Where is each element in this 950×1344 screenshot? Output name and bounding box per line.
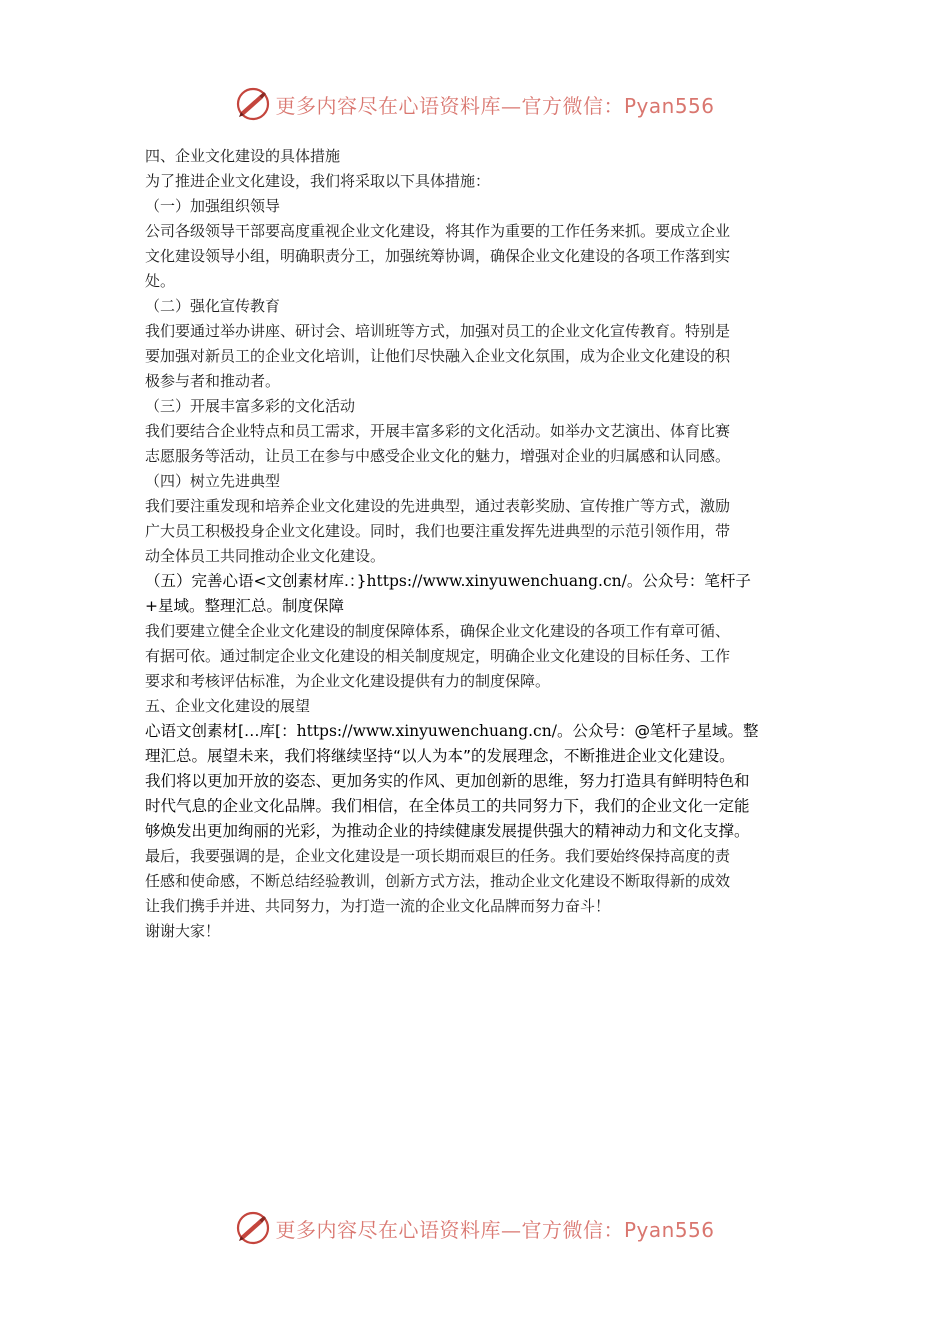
pen-logo-icon [235,86,271,122]
paragraph-line: 最后，我要强调的是，企业文化建设是一项长期而艰巨的任务。我们要始终保持高度的责 [145,847,731,865]
paragraph-line: 时代气息的企业文化品牌。我们相信，在全体员工的共同努力下，我们的企业文化一定能 [145,797,750,815]
inserted-ad-line [145,719,809,744]
inserted-ad-line [145,569,809,594]
paragraph-line: 要加强对新员工的企业文化培训，让他们尽快融入企业文化氛围，成为企业文化建设的积 [145,347,731,365]
pen-logo-icon [235,1210,271,1246]
paragraph-line: 让我们携手并进、共同努力，为打造一流的企业文化品牌而努力奋斗！ [145,897,611,915]
ad-url: https://www.xinyuwenchuang.cn/ [296,722,557,740]
banner-text [275,90,714,119]
subsection-heading: （一）加强组织领导 [145,197,281,215]
paragraph-line: 为了推进企业文化建设，我们将采取以下具体措施： [145,172,491,190]
paragraph-line: 志愿服务等活动，让员工在参与中感受企业文化的魅力，增强对企业的归属感和认同感。 [145,447,731,465]
paragraph-line: 理汇总。展望未来，我们将继续坚持“以人为本”的发展理念，不断推进企业文化建设。 [145,747,735,765]
paragraph-line: 我们要注重发现和培养企业文化建设的先进典型，通过表彰奖励、宣传推广等方式，激励 [145,497,731,515]
banner-wechat-id: Pyan556 [623,1217,715,1242]
paragraph-line: 够焕发出更加绚丽的光彩，为推动企业的持续健康发展提供强大的精神动力和文化支撑。 [145,822,750,840]
paragraph-line: 我们要建立健全企业文化建设的制度保障体系，确保企业文化建设的各项工作有章可循、 [145,622,731,640]
section-heading: 四、企业文化建设的具体措施 [145,147,341,165]
section-heading: 五、企业文化建设的展望 [145,697,311,715]
paragraph-line: 动全体员工共同推动企业文化建设。 [145,547,386,565]
ad-text: 心语文创素材[…库[： [145,722,297,740]
closing-line: 谢谢大家！ [145,922,221,940]
paragraph-line: 我们将以更加开放的姿态、更加务实的作风、更加创新的思维，努力打造具有鲜明特色和 [145,772,750,790]
footer-banner [0,1208,950,1248]
paragraph-line: 我们要结合企业特点和员工需求，开展丰富多彩的文化活动。如举办文艺演出、体育比赛 [145,422,731,440]
subsection-heading: （三）开展丰富多彩的文化活动 [145,397,356,415]
banner-slogan: 更多内容尽在心语资料库—官方微信： [275,93,624,118]
subsection-heading: （四）树立先进典型 [145,472,281,490]
ad-text: （五）完善心语<文创素材库.：} [145,572,367,590]
paragraph-line: 广大员工积极投身企业文化建设。同时，我们也要注重发挥先进典型的示范引领作用，带 [145,522,731,540]
paragraph-line: 有据可依。通过制定企业文化建设的相关制度规定，明确企业文化建设的目标任务、工作 [145,647,731,665]
document-body [145,144,809,944]
subsection-heading: +星域。整理汇总。制度保障 [145,597,344,615]
paragraph-line: 处。 [145,272,176,290]
paragraph-line: 公司各级领导干部要高度重视企业文化建设，将其作为重要的工作任务来抓。要成立企业 [145,222,731,240]
paragraph-line: 极参与者和推动者。 [145,372,281,390]
ad-text: 。公众号：@笔杆子星域。整 [556,722,759,740]
ad-url: https://www.xinyuwenchuang.cn/ [366,572,627,590]
subsection-heading: （二）强化宣传教育 [145,297,281,315]
header-banner [0,84,950,124]
banner-text [275,1214,714,1243]
paragraph-line: 我们要通过举办讲座、研讨会、培训班等方式，加强对员工的企业文化宣传教育。特别是 [145,322,731,340]
banner-slogan: 更多内容尽在心语资料库—官方微信： [275,1217,624,1242]
banner-wechat-id: Pyan556 [623,93,715,118]
ad-text: 。公众号：笔杆子 [626,572,751,590]
paragraph-line: 文化建设领导小组，明确职责分工，加强统筹协调，确保企业文化建设的各项工作落到实 [145,247,731,265]
paragraph-line: 任感和使命感，不断总结经验教训，创新方式方法，推动企业文化建设不断取得新的成效 [145,872,731,890]
paragraph-line: 要求和考核评估标准，为企业文化建设提供有力的制度保障。 [145,672,551,690]
